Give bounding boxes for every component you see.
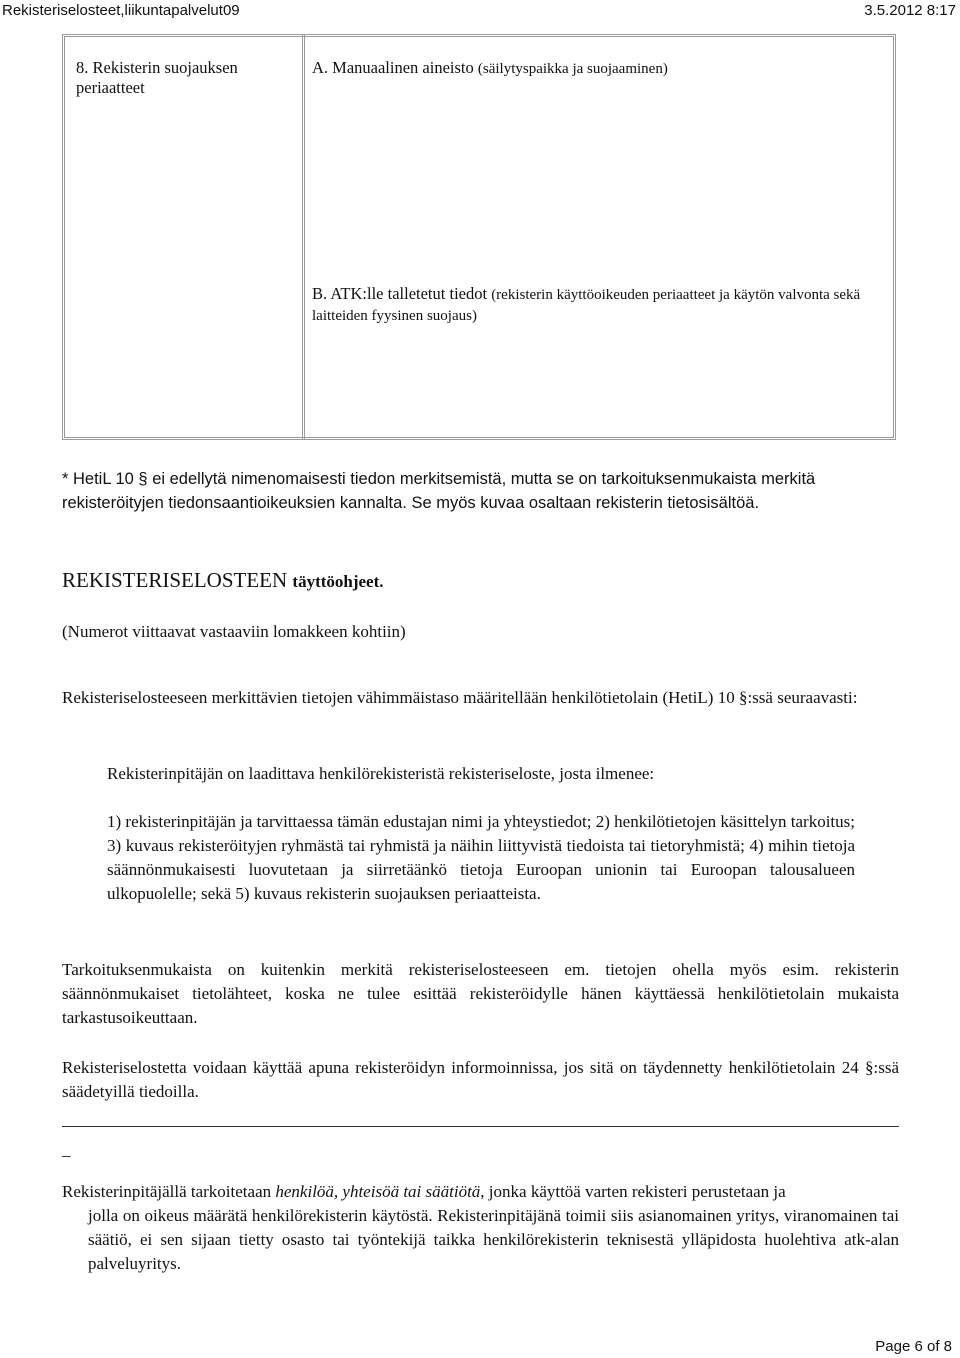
paragraph-recommendation: Tarkoituksenmukaista on kuitenkin merkitä rekisteriselosteeseen em. tietojen ohella myös esim. rekisterin säännönmukaiset tietolähteet, koska ne tulee esittää rekisteröidylle hänen käyttäessä henkilötietolain mukaista tarkastusoikeuttaan. [62, 960, 899, 1027]
document-title: Rekisteriselosteet,liikuntapalvelut09 [2, 2, 240, 19]
table-row-b [312, 284, 892, 326]
row-a-detail: (säilytyspaikka ja suojaaminen) [477, 61, 668, 77]
instructions-heading [62, 568, 384, 593]
paragraph-quote-intro: Rekisterinpitäjän on laadittava henkilörekisteristä rekisteriseloste, josta ilmenee: [107, 764, 655, 783]
paragraph-minimum-level: Rekisteriselosteeseen merkittävien tietojen vähimmäistaso määritellään henkilötietolain (HetiL) 10 §:ssä seuraavasti: [62, 688, 858, 707]
footnote-start: Rekisterinpitäjällä tarkoitetaan [62, 1182, 276, 1201]
paragraph-quote-list: 1) rekisterinpitäjän ja tarvittaessa tämän edustajan nimi ja yhteystiedot; 2) henkilötietojen käsittelyn tarkoitus; 3) kuvaus rekisteröityjen ryhmästä tai ryhmistä ja näihin liittyvistä tiedoista tai tietoryhmistä; 4) mihin tietoja säännönmukaisesti luovutetaan ja siirretäänkö tietoja Euroopan unionin tai Euroopan talousalueen ulkopuolelle; sekä 5) kuvaus rekisterin suojauksen periaatteista. [107, 812, 855, 903]
paragraph-informing: Rekisteriselostetta voidaan käyttää apuna rekisteröidyn informoinnissa, jos sitä on täydennetty henkilötietolain 24 §:ssä säädetyillä tiedoilla. [62, 1058, 899, 1101]
hetil-note: * HetiL 10 § ei edellytä nimenomaisesti tiedon merkitsemistä, mutta se on tarkoituksenmukaista merkitä rekisteröityjen tiedonsaantioikeuksien kannalta. Se myös kuvaa osaltaan rekisterin tietosisältöä. [62, 470, 816, 512]
footnote-italic: henkilöä, yhteisöä tai säätiötä [275, 1182, 481, 1201]
row-b-detail: (rekisterin käyttöoikeuden periaatteet ja käytön valvonta sekä laitteiden fyysinen suojaus) [312, 287, 861, 324]
row-b-label: B. ATK:lle talletetut tiedot [312, 284, 488, 303]
page-number: Page 6 of 8 [875, 1338, 952, 1355]
footnote-middle: , jonka käyttöä varten rekisteri perustetaan ja [480, 1182, 786, 1201]
footnote-separator [62, 1126, 899, 1127]
footnote-controller-definition [62, 1180, 899, 1276]
heading-bold: täyttöohjeet. [292, 572, 384, 591]
footnote-rest: jolla on oikeus määrätä henkilörekisterin käytöstä. Rekisterinpitäjänä toimii siis asianomainen yritys, viranomainen tai säätiö, ei sen sijaan tietty osasto tai työntekijä taikka henkilörekisterin teknisestä ylläpidosta huolehtiva atk-alan palveluyritys. [88, 1206, 899, 1273]
instructions-subheading: (Numerot viittaavat vastaaviin lomakkeen kohtiin) [62, 622, 406, 641]
table-left-heading: 8. Rekisterin suojauksen periaatteet [76, 58, 238, 97]
footnote-marker: _ [62, 1140, 71, 1159]
table-row-a [312, 58, 668, 79]
print-datetime: 3.5.2012 8:17 [864, 2, 956, 19]
table-column-divider [302, 34, 305, 440]
heading-main: REKISTERISELOSTEEN [62, 568, 288, 592]
row-a-label: A. Manuaalinen aineisto [312, 58, 474, 77]
